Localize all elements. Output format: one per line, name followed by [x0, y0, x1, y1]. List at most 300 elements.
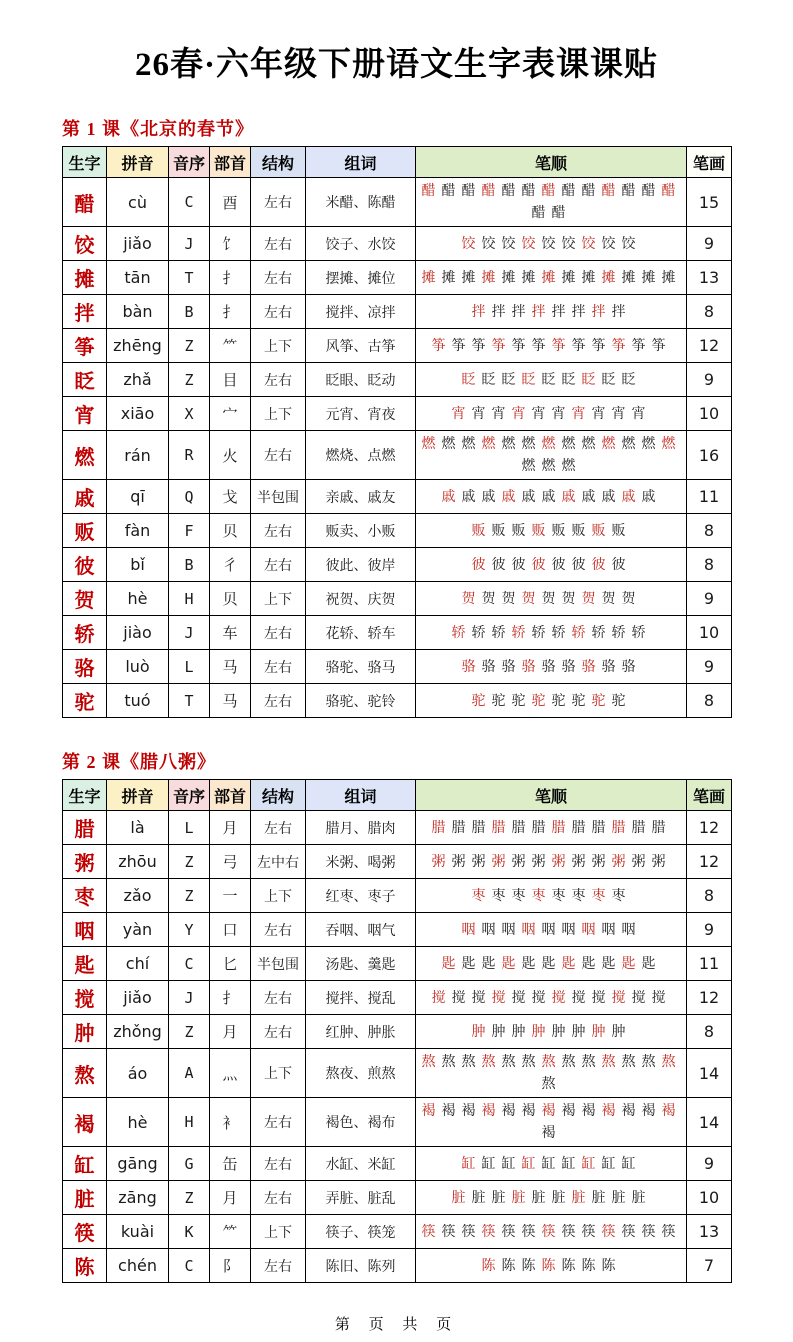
column-header-pinyin: 拼音 [107, 780, 169, 811]
stroke-step-glyph: 腊 [511, 820, 526, 836]
char-cell: 饺 [63, 227, 107, 261]
stroke-step-glyph: 醋 [501, 184, 516, 199]
stroke-count-cell: 11 [687, 480, 732, 514]
stroke-count-cell: 11 [687, 947, 732, 981]
stroke-step-glyph: 戚 [521, 489, 536, 505]
radical-cell: 月 [210, 1015, 251, 1049]
stroke-count-cell: 9 [687, 363, 732, 397]
structure-cell: 上下 [251, 1049, 306, 1098]
initial-cell: Z [169, 1181, 210, 1215]
structure-cell: 左右 [251, 981, 306, 1015]
radical-cell: 缶 [210, 1147, 251, 1181]
char-cell: 腊 [63, 811, 107, 845]
stroke-step-glyph: 熬 [501, 1055, 516, 1070]
stroke-step-glyph: 熬 [561, 1055, 576, 1070]
stroke-step-glyph: 陈 [481, 1258, 496, 1274]
stroke-step-glyph: 筝 [491, 338, 506, 354]
stroke-count-cell: 12 [687, 981, 732, 1015]
radical-cell: 戈 [210, 480, 251, 514]
stroke-step-glyph: 肿 [591, 1024, 606, 1040]
stroke-step-glyph: 搅 [451, 990, 466, 1006]
stroke-step-glyph: 枣 [611, 888, 626, 904]
stroke-step-glyph: 褐 [661, 1104, 676, 1119]
stroke-step-glyph: 粥 [631, 854, 646, 870]
stroke-step-glyph: 摊 [661, 270, 676, 286]
stroke-step-glyph: 匙 [601, 956, 616, 972]
stroke-step-glyph: 粥 [591, 854, 606, 870]
stroke-count-cell: 9 [687, 650, 732, 684]
column-header-words: 组词 [306, 147, 416, 178]
stroke-step-glyph: 戚 [501, 489, 516, 505]
structure-cell: 左右 [251, 295, 306, 329]
stroke-step-glyph: 筷 [521, 1224, 536, 1240]
stroke-step-glyph: 枣 [571, 888, 586, 904]
words-cell: 熬夜、煎熬 [306, 1049, 416, 1098]
stroke-step-glyph: 戚 [641, 489, 656, 505]
char-cell: 摊 [63, 261, 107, 295]
stroke-step-glyph: 缸 [461, 1156, 476, 1172]
stroke-step-glyph: 枣 [491, 888, 506, 904]
stroke-step-glyph: 彼 [471, 557, 486, 573]
stroke-step-glyph: 饺 [461, 236, 476, 252]
pinyin-cell: zhǒng [107, 1015, 169, 1049]
stroke-step-glyph: 轿 [471, 625, 486, 641]
stroke-step-glyph: 筝 [631, 338, 646, 354]
initial-cell: F [169, 514, 210, 548]
stroke-step-glyph: 搅 [651, 990, 666, 1006]
words-cell: 饺子、水饺 [306, 227, 416, 261]
stroke-step-glyph: 腊 [431, 820, 446, 836]
words-cell: 元宵、宵夜 [306, 397, 416, 431]
words-cell: 陈旧、陈列 [306, 1249, 416, 1283]
initial-cell: Z [169, 1015, 210, 1049]
stroke-step-glyph: 驼 [491, 693, 506, 709]
stroke-step-glyph: 咽 [621, 922, 636, 938]
stroke-step-glyph: 戚 [461, 489, 476, 505]
words-cell: 摆摊、摊位 [306, 261, 416, 295]
stroke-step-glyph: 匙 [501, 956, 516, 972]
words-cell: 彼此、彼岸 [306, 548, 416, 582]
initial-cell: R [169, 431, 210, 480]
stroke-step-glyph: 燃 [641, 437, 656, 452]
words-cell: 祝贺、庆贺 [306, 582, 416, 616]
stroke-step-glyph: 贩 [491, 523, 506, 539]
stroke-step-glyph: 脏 [471, 1190, 486, 1206]
words-cell: 燃烧、点燃 [306, 431, 416, 480]
pinyin-cell: jiǎo [107, 981, 169, 1015]
column-header-pinyin: 拼音 [107, 147, 169, 178]
stroke-step-glyph: 熬 [601, 1055, 616, 1070]
table-row [63, 1181, 732, 1215]
stroke-count-cell: 8 [687, 879, 732, 913]
table-row [63, 548, 732, 582]
structure-cell: 半包围 [251, 480, 306, 514]
pinyin-cell: zāng [107, 1181, 169, 1215]
stroke-step-glyph: 轿 [511, 625, 526, 641]
stroke-step-glyph: 贺 [581, 591, 596, 607]
table-row [63, 329, 732, 363]
stroke-step-glyph: 骆 [481, 659, 496, 675]
table-row [63, 227, 732, 261]
stroke-step-glyph: 缸 [541, 1156, 556, 1172]
stroke-step-glyph: 贩 [551, 523, 566, 539]
initial-cell: G [169, 1147, 210, 1181]
stroke-count-cell: 8 [687, 548, 732, 582]
words-cell: 弄脏、脏乱 [306, 1181, 416, 1215]
structure-cell: 左右 [251, 684, 306, 718]
radical-cell: 车 [210, 616, 251, 650]
radical-cell: 饣 [210, 227, 251, 261]
stroke-step-glyph: 摊 [501, 270, 516, 286]
stroke-step-glyph: 筷 [501, 1224, 516, 1240]
table-row [63, 947, 732, 981]
radical-cell: 宀 [210, 397, 251, 431]
stroke-step-glyph: 轿 [631, 625, 646, 641]
char-cell: 咽 [63, 913, 107, 947]
lesson-title: 第 1 课《北京的春节》 [62, 119, 254, 139]
stroke-step-glyph: 褐 [541, 1104, 556, 1119]
stroke-step-glyph: 摊 [601, 270, 616, 286]
stroke-step-glyph: 饺 [481, 236, 496, 252]
stroke-step-glyph: 搅 [591, 990, 606, 1006]
table-row [63, 616, 732, 650]
stroke-step-glyph: 粥 [611, 854, 626, 870]
initial-cell: Q [169, 480, 210, 514]
radical-cell: 月 [210, 811, 251, 845]
pinyin-cell: tuó [107, 684, 169, 718]
stroke-count-cell: 12 [687, 811, 732, 845]
stroke-step-glyph: 腊 [531, 820, 546, 836]
words-cell: 搅拌、凉拌 [306, 295, 416, 329]
stroke-step-glyph: 眨 [521, 372, 536, 388]
stroke-step-glyph: 眨 [581, 372, 596, 388]
stroke-step-glyph: 燃 [581, 437, 596, 452]
stroke-step-glyph: 醋 [481, 184, 496, 199]
stroke-order-cell [416, 981, 687, 1015]
stroke-step-glyph: 腊 [611, 820, 626, 836]
table-row [63, 811, 732, 845]
table-row [63, 295, 732, 329]
stroke-step-glyph: 脏 [511, 1190, 526, 1206]
stroke-step-glyph: 缸 [521, 1156, 536, 1172]
initial-cell: L [169, 650, 210, 684]
stroke-step-glyph: 缸 [561, 1156, 576, 1172]
stroke-order-cell [416, 514, 687, 548]
stroke-step-glyph: 宵 [571, 406, 586, 422]
stroke-count-cell: 8 [687, 514, 732, 548]
radical-cell: ⺮ [210, 329, 251, 363]
stroke-step-glyph: 肿 [571, 1024, 586, 1040]
char-cell: 陈 [63, 1249, 107, 1283]
stroke-step-glyph: 匙 [481, 956, 496, 972]
stroke-order-cell [416, 684, 687, 718]
column-header-stroke-count: 笔画 [687, 147, 732, 178]
stroke-step-glyph: 褐 [421, 1104, 436, 1119]
pinyin-cell: zhōu [107, 845, 169, 879]
words-cell: 红肿、肿胀 [306, 1015, 416, 1049]
stroke-order-cell [416, 913, 687, 947]
stroke-order-cell [416, 329, 687, 363]
stroke-step-glyph: 脏 [531, 1190, 546, 1206]
stroke-count-cell: 8 [687, 1015, 732, 1049]
stroke-step-glyph: 饺 [541, 236, 556, 252]
stroke-count-cell: 8 [687, 295, 732, 329]
pinyin-cell: yàn [107, 913, 169, 947]
table-row [63, 582, 732, 616]
initial-cell: B [169, 548, 210, 582]
words-cell: 搅拌、搅乱 [306, 981, 416, 1015]
table-row [63, 431, 732, 480]
stroke-step-glyph: 筷 [661, 1224, 676, 1240]
words-cell: 米粥、喝粥 [306, 845, 416, 879]
stroke-step-glyph: 筷 [581, 1224, 596, 1240]
vocab-table [62, 779, 732, 1283]
stroke-step-glyph: 彼 [591, 557, 606, 573]
structure-cell: 左右 [251, 1249, 306, 1283]
stroke-step-glyph: 腊 [451, 820, 466, 836]
stroke-step-glyph: 匙 [621, 956, 636, 972]
stroke-step-glyph: 匙 [461, 956, 476, 972]
stroke-step-glyph: 醋 [541, 184, 556, 199]
structure-cell: 左右 [251, 913, 306, 947]
structure-cell: 上下 [251, 329, 306, 363]
stroke-step-glyph: 缸 [501, 1156, 516, 1172]
pinyin-cell: chén [107, 1249, 169, 1283]
pinyin-cell: bàn [107, 295, 169, 329]
stroke-step-glyph: 筷 [481, 1224, 496, 1240]
stroke-step-glyph: 醋 [421, 184, 436, 199]
stroke-step-glyph: 贺 [561, 591, 576, 607]
char-cell: 枣 [63, 879, 107, 913]
stroke-step-glyph: 轿 [571, 625, 586, 641]
radical-cell: 目 [210, 363, 251, 397]
stroke-step-glyph: 粥 [431, 854, 446, 870]
column-header-radical: 部首 [210, 147, 251, 178]
stroke-step-glyph: 贺 [461, 591, 476, 607]
stroke-step-glyph: 粥 [471, 854, 486, 870]
stroke-step-glyph: 摊 [621, 270, 636, 286]
stroke-step-glyph: 脏 [571, 1190, 586, 1206]
stroke-step-glyph: 燃 [541, 437, 556, 452]
stroke-step-glyph: 肿 [471, 1024, 486, 1040]
stroke-count-cell: 7 [687, 1249, 732, 1283]
structure-cell: 左右 [251, 1181, 306, 1215]
radical-cell: 月 [210, 1181, 251, 1215]
stroke-step-glyph: 脏 [551, 1190, 566, 1206]
stroke-step-glyph: 骆 [521, 659, 536, 675]
lesson-section [62, 115, 731, 718]
stroke-order-cell [416, 261, 687, 295]
stroke-step-glyph: 粥 [651, 854, 666, 870]
stroke-order-cell [416, 1015, 687, 1049]
stroke-step-glyph: 燃 [561, 459, 576, 474]
char-cell: 驼 [63, 684, 107, 718]
char-cell: 筷 [63, 1215, 107, 1249]
stroke-step-glyph: 拌 [571, 304, 586, 320]
stroke-step-glyph: 匙 [581, 956, 596, 972]
stroke-step-glyph: 粥 [451, 854, 466, 870]
stroke-step-glyph: 饺 [581, 236, 596, 252]
char-cell: 贺 [63, 582, 107, 616]
stroke-step-glyph: 燃 [561, 437, 576, 452]
radical-cell: ⺮ [210, 1215, 251, 1249]
stroke-step-glyph: 熬 [461, 1055, 476, 1070]
stroke-step-glyph: 拌 [491, 304, 506, 320]
initial-cell: Z [169, 329, 210, 363]
stroke-step-glyph: 陈 [541, 1258, 556, 1274]
pinyin-cell: chí [107, 947, 169, 981]
stroke-step-glyph: 陈 [561, 1258, 576, 1274]
stroke-step-glyph: 筷 [561, 1224, 576, 1240]
radical-cell: 扌 [210, 295, 251, 329]
radical-cell: 灬 [210, 1049, 251, 1098]
structure-cell: 左右 [251, 514, 306, 548]
stroke-step-glyph: 枣 [511, 888, 526, 904]
stroke-step-glyph: 摊 [441, 270, 456, 286]
table-row [63, 1215, 732, 1249]
stroke-step-glyph: 脏 [591, 1190, 606, 1206]
stroke-step-glyph: 熬 [621, 1055, 636, 1070]
stroke-step-glyph: 燃 [501, 437, 516, 452]
stroke-step-glyph: 咽 [601, 922, 616, 938]
stroke-count-cell: 9 [687, 582, 732, 616]
stroke-step-glyph: 咽 [501, 922, 516, 938]
pinyin-cell: jiào [107, 616, 169, 650]
structure-cell: 左右 [251, 650, 306, 684]
initial-cell: H [169, 582, 210, 616]
stroke-order-cell [416, 1147, 687, 1181]
radical-cell: 口 [210, 913, 251, 947]
column-header-words: 组词 [306, 780, 416, 811]
page-title: 26春·六年级下册语文生字表课课贴 [134, 47, 658, 83]
radical-cell: 阝 [210, 1249, 251, 1283]
stroke-step-glyph: 筝 [471, 338, 486, 354]
structure-cell: 上下 [251, 397, 306, 431]
initial-cell: A [169, 1049, 210, 1098]
header-row [63, 780, 732, 811]
stroke-step-glyph: 匙 [641, 956, 656, 972]
char-cell: 搅 [63, 981, 107, 1015]
initial-cell: J [169, 981, 210, 1015]
table-row [63, 650, 732, 684]
pinyin-cell: là [107, 811, 169, 845]
radical-cell: 火 [210, 431, 251, 480]
stroke-step-glyph: 熬 [521, 1055, 536, 1070]
stroke-step-glyph: 筝 [451, 338, 466, 354]
stroke-count-cell: 10 [687, 397, 732, 431]
stroke-step-glyph: 枣 [591, 888, 606, 904]
table-row [63, 913, 732, 947]
stroke-step-glyph: 搅 [611, 990, 626, 1006]
stroke-step-glyph: 腊 [591, 820, 606, 836]
stroke-step-glyph: 彼 [571, 557, 586, 573]
stroke-step-glyph: 搅 [631, 990, 646, 1006]
stroke-order-cell [416, 480, 687, 514]
stroke-step-glyph: 缸 [601, 1156, 616, 1172]
pinyin-cell: rán [107, 431, 169, 480]
structure-cell: 上下 [251, 582, 306, 616]
stroke-step-glyph: 熬 [661, 1055, 676, 1070]
stroke-step-glyph: 粥 [551, 854, 566, 870]
stroke-step-glyph: 眨 [621, 372, 636, 388]
structure-cell: 上下 [251, 1215, 306, 1249]
stroke-count-cell: 9 [687, 227, 732, 261]
stroke-step-glyph: 筝 [551, 338, 566, 354]
structure-cell: 左右 [251, 548, 306, 582]
pinyin-cell: fàn [107, 514, 169, 548]
stroke-step-glyph: 摊 [581, 270, 596, 286]
stroke-step-glyph: 搅 [431, 990, 446, 1006]
stroke-count-cell: 12 [687, 329, 732, 363]
stroke-step-glyph: 搅 [551, 990, 566, 1006]
stroke-count-cell: 14 [687, 1049, 732, 1098]
stroke-step-glyph: 匙 [521, 956, 536, 972]
stroke-step-glyph: 贺 [541, 591, 556, 607]
stroke-order-cell [416, 431, 687, 480]
stroke-order-cell [416, 1049, 687, 1098]
stroke-count-cell: 13 [687, 1215, 732, 1249]
char-cell: 贩 [63, 514, 107, 548]
column-header-stroke-order: 笔顺 [416, 780, 687, 811]
stroke-step-glyph: 枣 [471, 888, 486, 904]
stroke-step-glyph: 骆 [601, 659, 616, 675]
structure-cell: 左右 [251, 431, 306, 480]
stroke-step-glyph: 贩 [511, 523, 526, 539]
stroke-step-glyph: 轿 [531, 625, 546, 641]
stroke-step-glyph: 宵 [491, 406, 506, 422]
radical-cell: 彳 [210, 548, 251, 582]
stroke-step-glyph: 熬 [541, 1055, 556, 1070]
stroke-count-cell: 10 [687, 1181, 732, 1215]
table-row [63, 845, 732, 879]
stroke-step-glyph: 眨 [481, 372, 496, 388]
stroke-step-glyph: 燃 [421, 437, 436, 452]
stroke-step-glyph: 搅 [471, 990, 486, 1006]
words-cell: 贩卖、小贩 [306, 514, 416, 548]
column-header-initial: 音序 [169, 780, 210, 811]
stroke-step-glyph: 陈 [521, 1258, 536, 1274]
stroke-order-cell [416, 1249, 687, 1283]
stroke-step-glyph: 燃 [621, 437, 636, 452]
stroke-order-cell [416, 879, 687, 913]
stroke-step-glyph: 醋 [581, 184, 596, 199]
structure-cell: 上下 [251, 879, 306, 913]
stroke-step-glyph: 褐 [641, 1104, 656, 1119]
table-row [63, 1015, 732, 1049]
stroke-step-glyph: 搅 [571, 990, 586, 1006]
words-cell: 筷子、筷笼 [306, 1215, 416, 1249]
words-cell: 花轿、轿车 [306, 616, 416, 650]
stroke-step-glyph: 燃 [521, 459, 536, 474]
pinyin-cell: kuài [107, 1215, 169, 1249]
stroke-step-glyph: 燃 [521, 437, 536, 452]
table-row [63, 1049, 732, 1098]
stroke-step-glyph: 熬 [421, 1055, 436, 1070]
table-row [63, 1147, 732, 1181]
table-row [63, 1249, 732, 1283]
stroke-step-glyph: 燃 [481, 437, 496, 452]
stroke-step-glyph: 腊 [471, 820, 486, 836]
stroke-step-glyph: 筝 [611, 338, 626, 354]
char-cell: 熬 [63, 1049, 107, 1098]
stroke-step-glyph: 轿 [611, 625, 626, 641]
stroke-step-glyph: 拌 [551, 304, 566, 320]
stroke-order-cell [416, 845, 687, 879]
stroke-step-glyph: 醋 [661, 184, 676, 199]
stroke-step-glyph: 筝 [651, 338, 666, 354]
stroke-step-glyph: 摊 [461, 270, 476, 286]
stroke-step-glyph: 脏 [451, 1190, 466, 1206]
